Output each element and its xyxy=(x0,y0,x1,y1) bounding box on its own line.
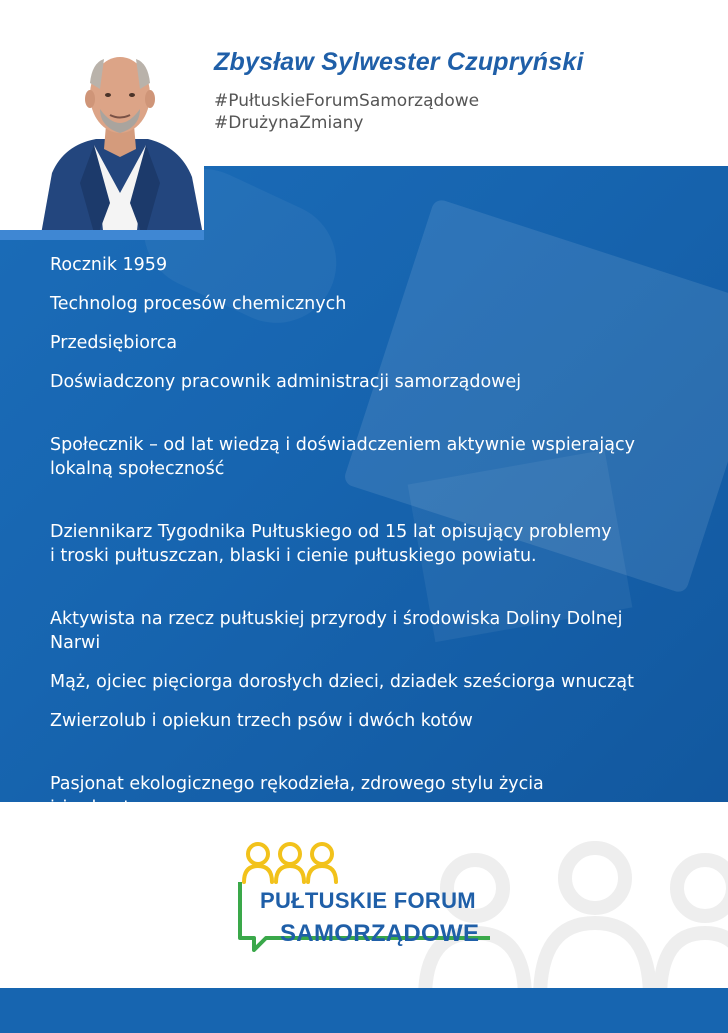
bio-item-text: Społecznik – od lat wiedzą i doświadczeniem aktywnie wspierający lokalną społeczność xyxy=(50,435,635,479)
hashtag-forum: #PułtuskieForumSamorządowe xyxy=(214,91,480,111)
photo-accent-bar xyxy=(0,230,204,240)
bio-item xyxy=(50,496,690,568)
bio-item xyxy=(50,748,690,820)
bio-item-text: Aktywista na rzecz pułtuskiej przyrody i środowiska Doliny Dolnej Narwi xyxy=(50,609,623,653)
portrait-illustration xyxy=(0,53,204,240)
candidate-name: Zbysław Sylwester Czupryński xyxy=(214,48,584,76)
bio-item-text: Technolog procesów chemicznych xyxy=(50,294,347,314)
bio-item-text: Zwierzolub i opiekun trzech psów i dwóch kotów xyxy=(50,711,473,731)
bio-item-text: Pasjonat ekologicznego rękodzieła, zdrowego stylu życia i żeglarstwa xyxy=(50,774,544,818)
hashtags xyxy=(214,90,479,134)
footer-bar xyxy=(0,988,728,1033)
logo-text-line1: PUŁTUSKIE FORUM xyxy=(260,888,476,913)
bio-item xyxy=(50,331,690,355)
bio-item-text: Przedsiębiorca xyxy=(50,333,178,353)
logo-text-line2: SAMORZĄDOWE xyxy=(280,920,480,947)
bio-item xyxy=(50,253,690,277)
bio-item xyxy=(50,670,690,694)
forum-logo xyxy=(232,838,502,956)
bio-item xyxy=(50,709,690,733)
bio-list xyxy=(50,253,690,922)
bio-item xyxy=(50,370,690,394)
candidate-photo xyxy=(0,53,204,240)
bio-item-text: Doświadczony pracownik administracji samorządowej xyxy=(50,372,522,392)
bio-item-text: Rocznik 1959 xyxy=(50,255,168,275)
bio-item-text: Wieczny optymista nastawiony na inicjowanie, działanie i usuwanie przeszkód rozwojowych regionu. xyxy=(50,861,641,905)
hashtag-team: #DrużynaZmiany xyxy=(214,113,364,133)
bio-item xyxy=(50,409,690,481)
bio-item xyxy=(50,583,690,655)
bio-item-text: Mąż, ojciec pięciorga dorosłych dzieci, dziadek sześciorga wnucząt xyxy=(50,672,634,692)
bio-item xyxy=(50,292,690,316)
bio-item-text: Dziennikarz Tygodnika Pułtuskiego od 15 lat opisujący problemy i troski pułtuszczan, blaski i cienie pułtuskiego powiatu. xyxy=(50,522,612,566)
